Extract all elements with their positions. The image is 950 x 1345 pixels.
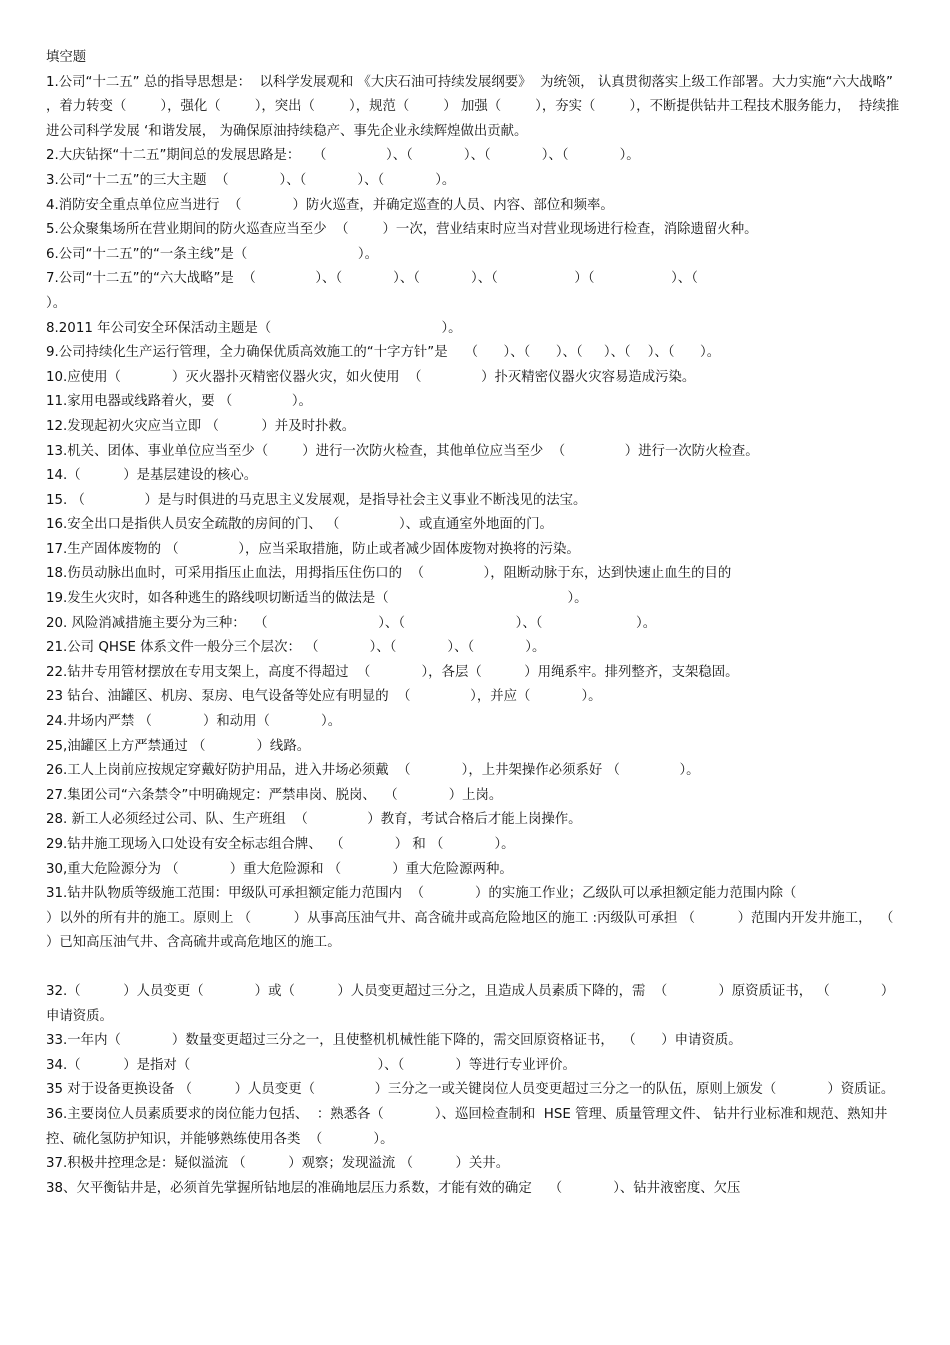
question-6: 6.公司“十二五”的“一条主线”是（ ）。 [46, 246, 378, 262]
question-35: 35 对于设备更换设备 （ ）人员变更（ ）三分之一或关键岗位人员变更超过三分之一的队伍，原则上颁发（ ）资质证。 [46, 1082, 895, 1098]
question-7: 7.公司“十二五”的“六大战略”是 （ ）、（ ）、（ ）、（ ）（ ）、（ ）。 [46, 271, 894, 311]
question-11: 11.家用电器或线路着火，要 （ ）。 [46, 394, 312, 410]
question-1: 1.公司“十二五” 总的指导思想是： 以科学发展观和 《大庆石油可持续发展纲要》 为统领， 认真贯彻落实上级工作部署。大力实施“六大战略” ，着力转变（ ），强化（ ），突出（ ），规范（ ） 加强（ ），夯实（ ），不断提供钻井工程技术服务能力， 持续推进公司科学发展 ‘和谐发展， 为确保原油持续稳产、事先企业永续辉煌做出贡献。 [46, 74, 900, 139]
question-30: 30,重大危险源分为 （ ）重大危险源和 （ ）重大危险源两种。 [46, 861, 513, 877]
question-13: 13.机关、团体、事业单位应当至少（ ）进行一次防火检查，其他单位应当至少 （ ）进行一次防火检查。 [46, 443, 759, 459]
question-38: 38、欠平衡钻井是，必须首先掌握所钻地层的准确地层压力系数，才能有效的确定 （ ）、钻井液密度、欠压 [46, 1180, 741, 1196]
question-18: 18.伤员动脉出血时，可采用指压止血法，用拇指压住伤口的 （ ），阻断动脉于东，达到快速止血生的目的 [46, 566, 732, 582]
question-33: 33.一年内（ ）数量变更超过三分之一，且使整机机械性能下降的，需交回原资格证书， （ ）申请资质。 [46, 1033, 742, 1049]
question-3: 3.公司“十二五”的三大主题 （ ）、（ ）、（ ）。 [46, 172, 456, 188]
question-27: 27.集团公司“六条禁令”中明确规定：严禁串岗、脱岗、 （ ）上岗。 [46, 787, 503, 803]
question-31: 31.钻井队物质等级施工范围：甲级队可承担额定能力范围内 （ ）的实施工作业；乙级队可以承担额定能力范围内除（ ）以外的所有井的施工。原则上 （ ）从事高压油气井、高含硫井或高危险地区的施工 :丙级队可承担 （ ）范围内开发井施工， （ ）已知高压油气井、含高硫井或高危地区的施工。 [46, 886, 936, 951]
question-28: 28. 新工人必须经过公司、队、生产班组 （ ）教育，考试合格后才能上岗操作。 [46, 812, 582, 828]
question-25: 25,油罐区上方严禁通过 （ ）线路。 [46, 738, 311, 754]
question-36: 36.主要岗位人员素质要求的岗位能力包括、 ：熟悉各（ ）、巡回检查制和 HSE 管理、质量管理文件、 钻井行业标准和规范、熟知井控、硫化氢防护知识，并能够熟练使用各类 （ ）。 [46, 1106, 888, 1147]
question-9: 9.公司持续化生产运行管理，全力确保优质高效施工的“十字方针”是 （ ）、（ ）、（ ）、（ ）、（ ）。 [46, 345, 721, 361]
question-22: 22.钻井专用管材摆放在专用支架上，高度不得超过 （ ），各层（ ）用绳系牢。排列整齐，支架稳固。 [46, 664, 739, 680]
question-23: 23 钻台、油罐区、机房、泵房、电气设备等处应有明显的 （ ），并应（ ）。 [46, 689, 602, 705]
question-4: 4.消防安全重点单位应当进行 （ ）防火巡查，并确定巡查的人员、内容、部位和频率。 [46, 197, 614, 213]
question-37: 37.积极井控理念是：疑似溢流 （ ）观察；发现溢流 （ ）关井。 [46, 1156, 510, 1172]
question-34: 34.（ ）是指对（ ）、（ ）等进行专业评价。 [46, 1057, 576, 1073]
doc-title: 填空题 [46, 50, 87, 65]
question-2: 2.大庆钻探“十二五”期间总的发展思路是： （ ）、（ ）、（ ）、（ ）。 [46, 148, 640, 164]
question-8: 8.2011 年公司安全环保活动主题是（ ）。 [46, 320, 462, 336]
question-19: 19.发生火灾时，如各种逃生的路线呗切断适当的做法是（ ）。 [46, 591, 588, 607]
question-29: 29.钻井施工现场入口处设有安全标志组合牌、 （ ） 和 （ ）。 [46, 837, 515, 852]
question-24: 24.井场内严禁 （ ）和动用（ ）。 [46, 714, 342, 730]
question-15: 15. （ ）是与时俱进的马克思主义发展观，是指导社会主义事业不断浅见的法宝。 [46, 492, 587, 508]
question-12: 12.发现起初火灾应当立即 （ ）并及时扑救。 [46, 418, 356, 434]
paragraph-spacer [46, 956, 906, 980]
question-10: 10.应使用（ ）灭火器扑灭精密仪器火灾，如火使用 （ ）扑灭精密仪器火灾容易造成污染。 [46, 369, 696, 385]
question-17: 17.生产固体废物的 （ ），应当采取措施，防止或者减少固体废物对换将的污染。 [46, 541, 580, 557]
question-14: 14.（ ）是基层建设的核心。 [46, 468, 258, 484]
question-20: 20. 风险消减措施主要分为三种： （ ）、（ ）、（ ）。 [46, 615, 657, 631]
question-5: 5.公众聚集场所在营业期间的防火巡查应当至少 （ ）一次，营业结束时应当对营业现场进行检查，消除遗留火种。 [46, 222, 758, 238]
question-32: 32.（ ）人员变更（ ）或（ ）人员变更超过三分之，且造成人员素质下降的，需 （ ）原资质证书， （ ）申请资质。 [46, 983, 895, 1024]
question-16: 16.安全出口是指供人员安全疏散的房间的门、 （ ）、或直通室外地面的门。 [46, 517, 553, 533]
question-21: 21.公司 QHSE 体系文件一般分三个层次： （ ）、（ ）、（ ）。 [46, 640, 546, 656]
question-26: 26.工人上岗前应按规定穿戴好防护用品，进入井场必须戴 （ ），上井架操作必须系好 （ ）。 [46, 763, 700, 779]
